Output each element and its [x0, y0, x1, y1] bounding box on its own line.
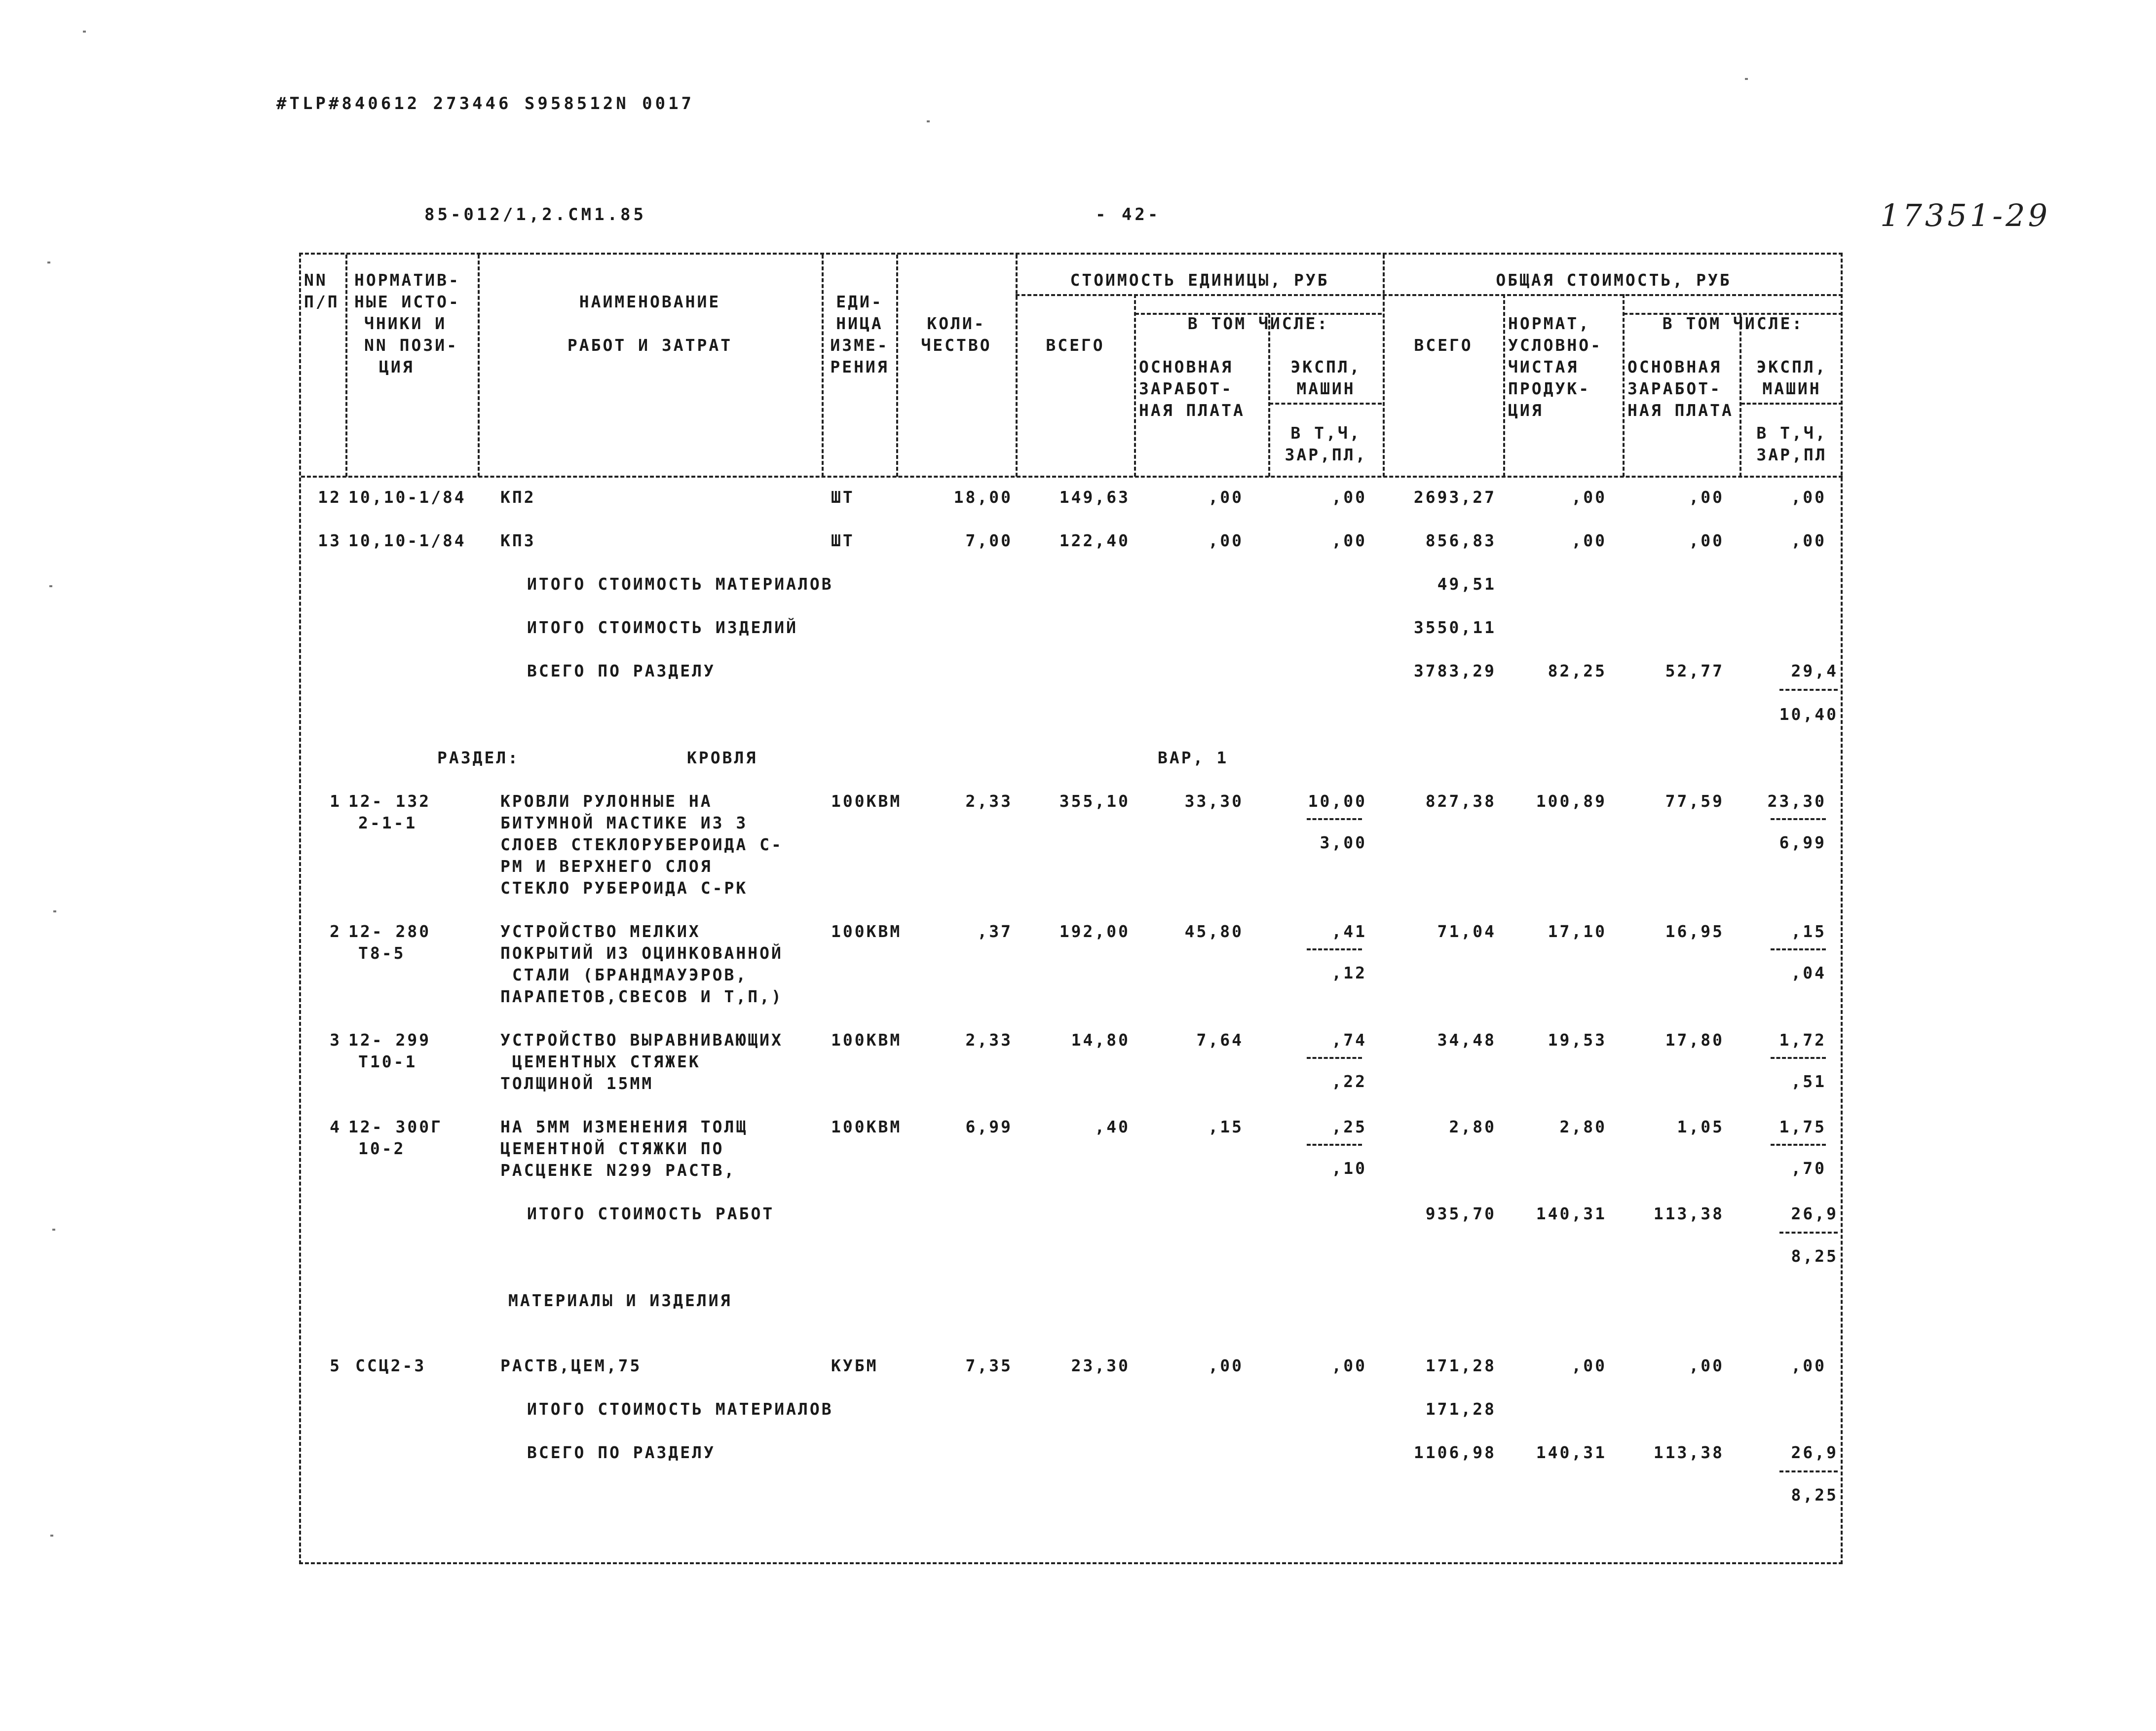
col-unit-total: ВСЕГО [1046, 336, 1105, 355]
row-name-line2: ЦЕМЕНТНОЙ СТЯЖКИ ПО [500, 1139, 724, 1158]
row-total-net: 17,10 [1548, 922, 1607, 941]
row-qty: 18,00 [953, 488, 1013, 507]
total-machine-wage: 8,25 [1791, 1246, 1838, 1266]
col-qty-line1: КОЛИ- [927, 314, 986, 333]
section-name: КРОВЛЯ [687, 748, 758, 767]
row-total-machine: ,00 [1791, 488, 1826, 507]
row-unit: 100КВМ [831, 791, 902, 811]
row-name: КП3 [500, 531, 536, 550]
col-incl-wage2-line2: ЗАР,ПЛ [1756, 445, 1827, 464]
col-unit-line1: ЕДИ- [836, 292, 883, 311]
row-number: 3 [330, 1030, 341, 1050]
total-value: 3550,11 [1413, 618, 1496, 637]
row-name: НА 5ММ ИЗМЕНЕНИЯ ТОЛЩ [500, 1117, 748, 1136]
col-total-cost: ОБЩАЯ СТОИМОСТЬ, РУБ [1496, 270, 1732, 290]
row-unit: КУБМ [831, 1356, 878, 1375]
col-name-line1: НАИМЕНОВАНИЕ [579, 292, 721, 311]
row-name-line3: РАСЦЕНКЕ N299 РАСТВ, [500, 1161, 736, 1180]
col-normative-line5: ЦИЯ [379, 357, 415, 376]
row-unit-machine-wage: 3,00 [1320, 833, 1367, 852]
row-total-machine-wage: 6,99 [1779, 833, 1826, 852]
row-unit-machine-wage: ,10 [1331, 1159, 1367, 1178]
total-machine: 29,4 [1791, 661, 1838, 680]
row-number: 4 [330, 1117, 341, 1136]
row-total-net: ,00 [1571, 488, 1607, 507]
row-name: КРОВЛИ РУЛОННЫЕ НА [500, 791, 713, 811]
row-unit-machine: ,00 [1331, 488, 1367, 507]
total-wage: 113,38 [1653, 1204, 1724, 1223]
col-incl-wage-line1: В Т,Ч, [1290, 423, 1362, 443]
row-total-wage: 17,80 [1665, 1030, 1724, 1050]
row-code-line2: Т10-1 [358, 1052, 417, 1071]
document-reference: 85-012/1,2.СМ1.85 [424, 205, 646, 225]
row-unit-wage: 7,64 [1196, 1030, 1244, 1050]
row-number: 2 [330, 922, 341, 941]
total-wage: 52,77 [1665, 661, 1724, 680]
row-name-line2: ЦЕМЕНТНЫХ СТЯЖЕК [500, 1052, 701, 1071]
row-qty: 6,99 [965, 1117, 1013, 1136]
row-qty: 2,33 [965, 1030, 1013, 1050]
scan-speck [52, 1229, 55, 1231]
col-net-line5: ЦИЯ [1508, 401, 1544, 420]
row-unit-machine: ,25 [1331, 1117, 1367, 1136]
col-basic-wage-line3: НАЯ ПЛАТА [1139, 401, 1245, 420]
row-unit: 100КВМ [831, 922, 902, 941]
total-label: ИТОГО СТОИМОСТЬ МАТЕРИАЛОВ [527, 1399, 833, 1419]
estimate-table [299, 253, 1843, 1564]
scan-speck [1745, 78, 1748, 80]
row-total-machine: 1,72 [1779, 1030, 1826, 1050]
row-total: 856,83 [1425, 531, 1496, 550]
row-name: РАСТВ,ЦЕМ,75 [500, 1356, 642, 1375]
col-basic-wage2-line2: ЗАРАБОТ- [1627, 379, 1722, 398]
total-machine: 26,9 [1791, 1204, 1838, 1223]
row-unit-wage: ,00 [1208, 488, 1244, 507]
row-code: 12- 299 [348, 1030, 431, 1050]
materials-subheading: МАТЕРИАЛЫ И ИЗДЕЛИЯ [508, 1291, 732, 1310]
col-net-line3: ЧИСТАЯ [1508, 357, 1579, 376]
row-number: 13 [318, 531, 341, 550]
row-name-line3: ТОЛЩИНОЙ 15ММ [500, 1074, 654, 1093]
total-machine-wage: 8,25 [1791, 1485, 1838, 1505]
row-total-machine-wage: ,51 [1791, 1072, 1826, 1091]
row-total: 2693,27 [1413, 488, 1496, 507]
scan-speck [49, 585, 52, 587]
row-total-wage: 1,05 [1677, 1117, 1724, 1136]
col-basic-wage-line2: ЗАРАБОТ- [1139, 379, 1233, 398]
row-total-machine-wage: ,70 [1791, 1159, 1826, 1178]
row-name-line3: СЛОЕВ СТЕКЛОРУБЕРОИДА С- [500, 835, 783, 854]
col-unit-cost: СТОИМОСТЬ ЕДИНИЦЫ, РУБ [1070, 270, 1329, 290]
col-normative-line2: НЫЕ ИСТО- [354, 292, 460, 311]
col-total-total: ВСЕГО [1414, 336, 1473, 355]
row-total-net: 2,80 [1559, 1117, 1607, 1136]
col-nn-line1: NN [304, 270, 328, 290]
row-total: 2,80 [1449, 1117, 1496, 1136]
row-unit-wage: 45,80 [1184, 922, 1244, 941]
row-number: 5 [330, 1356, 341, 1375]
row-total-net: 100,89 [1536, 791, 1607, 811]
total-machine: 26,9 [1791, 1443, 1838, 1462]
section-variant: ВАР, 1 [1158, 748, 1229, 767]
row-total: 34,48 [1437, 1030, 1496, 1050]
row-total-net: 19,53 [1548, 1030, 1607, 1050]
row-code-line2: Т8-5 [358, 943, 406, 963]
col-unit-including: В ТОМ ЧИСЛЕ: [1187, 314, 1329, 333]
row-unit: ШТ [831, 531, 855, 550]
row-unit-wage: ,00 [1208, 531, 1244, 550]
scan-speck [927, 120, 930, 122]
col-normative-line1: НОРМАТИВ- [354, 270, 460, 290]
row-unit-machine: ,74 [1331, 1030, 1367, 1050]
row-unit: 100КВМ [831, 1030, 902, 1050]
row-unit-machine: ,00 [1331, 531, 1367, 550]
row-total-machine: ,15 [1791, 922, 1826, 941]
row-total-machine: 1,75 [1779, 1117, 1826, 1136]
total-value: 1106,98 [1413, 1443, 1496, 1462]
scan-speck [50, 1535, 53, 1537]
total-label: ИТОГО СТОИМОСТЬ РАБОТ [527, 1204, 775, 1223]
row-code: ССЦ2-3 [355, 1356, 426, 1375]
row-unit-total: 355,10 [1059, 791, 1130, 811]
row-total-wage: ,00 [1689, 1356, 1724, 1375]
col-basic-wage2-line3: НАЯ ПЛАТА [1627, 401, 1734, 420]
col-normative-line4: NN ПОЗИ- [364, 336, 458, 355]
row-name-line4: ПАРАПЕТОВ,СВЕСОВ И Т,П,) [500, 987, 783, 1006]
col-total-including: В ТОМ ЧИСЛЕ: [1662, 314, 1804, 333]
col-qty-line2: ЧЕСТВО [921, 336, 992, 355]
page-number: - 42- [1096, 205, 1161, 225]
row-total-wage: 77,59 [1665, 791, 1724, 811]
row-total-net: ,00 [1571, 531, 1607, 550]
row-qty: 2,33 [965, 791, 1013, 811]
row-total-machine: ,00 [1791, 1356, 1826, 1375]
col-machine-op2-line2: МАШИН [1762, 379, 1821, 398]
total-label: ВСЕГО ПО РАЗДЕЛУ [527, 661, 716, 680]
col-net-line1: НОРМАТ, [1508, 314, 1591, 333]
row-code: 12- 132 [348, 791, 431, 811]
row-name: УСТРОЙСТВО МЕЛКИХ [500, 922, 701, 941]
col-net-line2: УСЛОВНО- [1508, 336, 1602, 355]
col-machine-op-line1: ЭКСПЛ, [1290, 357, 1362, 376]
row-name-line2: ПОКРЫТИЙ ИЗ ОЦИНКОВАННОЙ [500, 943, 783, 963]
row-name-line4: РМ И ВЕРХНЕГО СЛОЯ [500, 857, 713, 876]
scan-speck [83, 31, 86, 33]
row-total-wage: 16,95 [1665, 922, 1724, 941]
row-name: УСТРОЙСТВО ВЫРАВНИВАЮЩИХ [500, 1030, 783, 1050]
total-wage: 113,38 [1653, 1443, 1724, 1462]
row-unit-machine: ,00 [1331, 1356, 1367, 1375]
row-total: 171,28 [1425, 1356, 1496, 1375]
total-net: 82,25 [1548, 661, 1607, 680]
total-value: 935,70 [1425, 1204, 1496, 1223]
row-total: 827,38 [1425, 791, 1496, 811]
total-value: 49,51 [1437, 574, 1496, 594]
scan-speck [47, 262, 50, 263]
row-total-machine: ,00 [1791, 531, 1826, 550]
total-machine-wage: 10,40 [1779, 705, 1838, 724]
row-unit-wage: ,15 [1208, 1117, 1244, 1136]
col-unit-line4: РЕНИЯ [830, 357, 889, 376]
row-unit-wage: ,00 [1208, 1356, 1244, 1375]
col-unit-line3: ИЗМЕ- [830, 336, 889, 355]
row-unit-machine-wage: ,12 [1331, 963, 1367, 982]
row-total-net: ,00 [1571, 1356, 1607, 1375]
row-number: 12 [318, 488, 341, 507]
total-value: 3783,29 [1413, 661, 1496, 680]
row-code: 10,10-1/84 [348, 531, 466, 550]
total-label: ИТОГО СТОИМОСТЬ ИЗДЕЛИЙ [527, 618, 798, 637]
col-unit-line2: НИЦА [836, 314, 883, 333]
row-total-wage: ,00 [1689, 488, 1724, 507]
section-label: РАЗДЕЛ: [437, 748, 520, 767]
total-label: ВСЕГО ПО РАЗДЕЛУ [527, 1443, 716, 1462]
col-incl-wage-line2: ЗАР,ПЛ, [1285, 445, 1367, 464]
col-normative-line3: ЧНИКИ И [364, 314, 447, 333]
row-unit-total: 192,00 [1059, 922, 1130, 941]
scan-speck [53, 910, 56, 912]
row-unit-machine-wage: ,22 [1331, 1072, 1367, 1091]
row-code-line2: 10-2 [358, 1139, 406, 1158]
col-basic-wage-line1: ОСНОВНАЯ [1139, 357, 1233, 376]
row-unit-total: 14,80 [1071, 1030, 1130, 1050]
row-code-line2: 2-1-1 [358, 813, 417, 832]
row-number: 1 [330, 791, 341, 811]
row-name: КП2 [500, 488, 536, 507]
row-name-line2: БИТУМНОЙ МАСТИКЕ ИЗ 3 [500, 813, 748, 832]
row-total: 71,04 [1437, 922, 1496, 941]
row-unit-wage: 33,30 [1184, 791, 1244, 811]
col-name-line2: РАБОТ И ЗАТРАТ [567, 336, 733, 355]
row-unit-total: 149,63 [1059, 488, 1130, 507]
row-qty: ,37 [977, 922, 1013, 941]
row-name-line3: СТАЛИ (БРАНДМАУЭРОВ, [500, 965, 748, 984]
row-unit-total: 23,30 [1071, 1356, 1130, 1375]
row-code: 12- 280 [348, 922, 431, 941]
row-code: 10,10-1/84 [348, 488, 466, 507]
row-total-wage: ,00 [1689, 531, 1724, 550]
col-basic-wage2-line1: ОСНОВНАЯ [1627, 357, 1722, 376]
row-qty: 7,00 [965, 531, 1013, 550]
row-unit: 100КВМ [831, 1117, 902, 1136]
row-unit-total: ,40 [1095, 1117, 1130, 1136]
row-unit: ШТ [831, 488, 855, 507]
document-code: #TLP#840612 273446 S958512N 0017 [276, 94, 695, 113]
handwritten-note: 17351-29 [1880, 197, 2051, 233]
total-net: 140,31 [1536, 1204, 1607, 1223]
row-qty: 7,35 [965, 1356, 1013, 1375]
row-unit-machine: 10,00 [1308, 791, 1367, 811]
total-value: 171,28 [1425, 1399, 1496, 1419]
row-code: 12- 300Г [348, 1117, 443, 1136]
total-net: 140,31 [1536, 1443, 1607, 1462]
col-net-line4: ПРОДУК- [1508, 379, 1591, 398]
row-name-line5: СТЕКЛО РУБЕРОИДА С-РК [500, 878, 748, 898]
total-label: ИТОГО СТОИМОСТЬ МАТЕРИАЛОВ [527, 574, 833, 594]
col-machine-op2-line1: ЭКСПЛ, [1756, 357, 1827, 376]
row-unit-total: 122,40 [1059, 531, 1130, 550]
row-total-machine: 23,30 [1767, 791, 1826, 811]
col-nn-line2: П/П [304, 292, 340, 311]
row-unit-machine: ,41 [1331, 922, 1367, 941]
col-machine-op-line2: МАШИН [1296, 379, 1356, 398]
col-incl-wage2-line1: В Т,Ч, [1756, 423, 1827, 443]
row-total-machine-wage: ,04 [1791, 963, 1826, 982]
